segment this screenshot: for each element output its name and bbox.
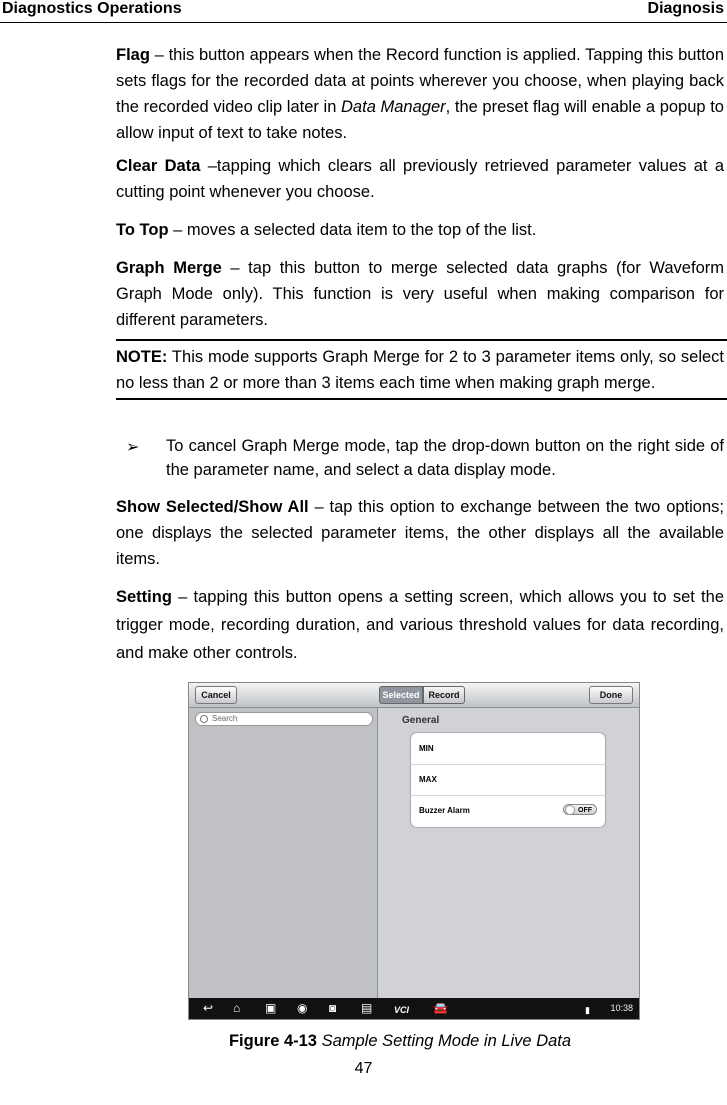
- paragraph-graph-merge: [116, 255, 724, 333]
- term-graph-merge: Graph Merge: [116, 259, 222, 277]
- selected-tab[interactable]: Selected: [379, 686, 423, 704]
- figure-title: Sample Setting Mode in Live Data: [316, 1032, 572, 1050]
- top-toolbar: [189, 683, 639, 708]
- record-tab[interactable]: Record: [423, 686, 465, 704]
- search-icon: [200, 715, 208, 723]
- system-navbar: [189, 998, 639, 1019]
- battery-icon: ▮: [585, 1005, 590, 1015]
- buzzer-alarm-row: [411, 795, 605, 826]
- home-icon[interactable]: ⌂: [233, 1001, 241, 1015]
- cancel-button[interactable]: Cancel: [195, 686, 237, 704]
- settings-card: [410, 732, 606, 828]
- general-heading: General: [402, 715, 440, 726]
- data-manager-term: Data Manager: [341, 98, 446, 116]
- graph-merge-text: – tap this button to merge selected data graphs (for Waveform Graph Mode only). This function is very useful when making comparison for different parameters.: [116, 259, 724, 329]
- back-icon[interactable]: ↩: [203, 1001, 214, 1015]
- buzzer-alarm-toggle[interactable]: [563, 804, 597, 815]
- search-input[interactable]: [195, 712, 373, 726]
- header-chapter-title: Diagnosis: [647, 0, 724, 17]
- setting-text: – tapping this button opens a setting screen, which allows you to set the trigger mode, recording duration, and various threshold values for data recording, and make other controls.: [116, 588, 724, 662]
- setting-mode-screenshot: [188, 682, 640, 1020]
- toggle-state: OFF: [578, 807, 592, 814]
- min-row[interactable]: [411, 733, 605, 765]
- term-flag: Flag: [116, 46, 150, 64]
- figure-caption: [0, 1032, 727, 1051]
- figure-label: Figure 4-13: [228, 1032, 317, 1050]
- note-box: [116, 339, 727, 400]
- buzzer-alarm-label: Buzzer Alarm: [419, 806, 470, 815]
- arrow-bullet-icon: ➢: [126, 439, 140, 456]
- done-button[interactable]: Done: [589, 686, 633, 704]
- bullet-text: To cancel Graph Merge mode, tap the drop-down button on the right side of the parameter name, and select a data display mode.: [166, 437, 724, 479]
- camera-icon[interactable]: ◙: [329, 1001, 337, 1015]
- max-row[interactable]: [411, 764, 605, 796]
- show-selected-text: – tap this option to exchange between the two options; one displays the selected parameter items, the other displays all the available items.: [116, 498, 724, 568]
- settings-pane: [378, 708, 639, 998]
- header-section-title: Diagnostics Operations: [2, 0, 182, 17]
- to-top-text: – moves a selected data item to the top of the list.: [168, 221, 537, 239]
- flag-tail: , the preset flag will enable a popup to allow input of text to take notes.: [116, 98, 724, 142]
- term-clear-data: Clear Data: [116, 157, 201, 175]
- clear-data-text: –tapping which clears all previously retrieved parameter values at a cutting point whenever you choose.: [116, 157, 725, 201]
- page-number: 47: [354, 1060, 373, 1077]
- note-paragraph: [116, 344, 724, 396]
- toggle-knob: [565, 805, 575, 815]
- paragraph-show-selected: [116, 494, 724, 572]
- car-icon[interactable]: 🚘: [433, 1001, 448, 1015]
- vci-icon[interactable]: VCI: [394, 1005, 410, 1015]
- search-placeholder: Search: [212, 714, 238, 723]
- note-label: NOTE:: [116, 348, 168, 366]
- min-label: MIN: [419, 744, 434, 753]
- term-setting: Setting: [116, 588, 172, 606]
- clock: 10:38: [610, 1003, 633, 1013]
- note-text: This mode supports Graph Merge for 2 to 3 parameter items only, so select no less than 2 or more than 3 items each time when making graph merge.: [116, 348, 724, 392]
- parameter-list-pane: [189, 708, 378, 998]
- term-show-selected: Show Selected/Show All: [116, 498, 309, 516]
- browser-icon[interactable]: ◉: [297, 1001, 308, 1015]
- term-to-top: To Top: [116, 221, 169, 239]
- flag-text: – this button appears when the Record function is applied. Tapping this button sets flags for the recorded data at points wherever you choose, when playing back the recorded video clip later in: [116, 46, 724, 116]
- paragraph-clear-data: [116, 153, 724, 205]
- paragraph-to-top: [116, 217, 724, 243]
- paragraph-setting: [116, 583, 724, 667]
- recent-apps-icon[interactable]: ▣: [265, 1001, 277, 1015]
- paragraph-flag: [116, 42, 724, 146]
- max-label: MAX: [419, 775, 437, 784]
- page-header: [0, 0, 727, 23]
- display-icon[interactable]: ▤: [361, 1001, 373, 1015]
